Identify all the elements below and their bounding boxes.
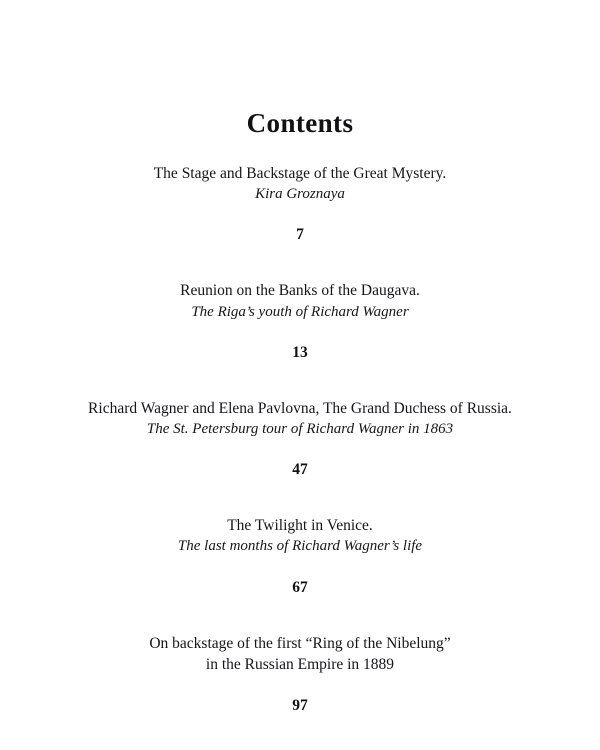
table-of-contents	[60, 163, 540, 715]
entry-page-number: 47	[292, 461, 308, 479]
list-item[interactable]	[60, 280, 540, 361]
entry-page-number: 13	[292, 343, 308, 361]
list-item[interactable]	[60, 515, 540, 596]
page-title: Contents	[246, 108, 354, 138]
list-item[interactable]	[60, 163, 540, 244]
list-item[interactable]	[60, 633, 540, 715]
list-item[interactable]	[60, 398, 540, 479]
entry-subtitle: in the Russian Empire in 1889	[205, 655, 395, 673]
entry-page-number: 97	[292, 697, 308, 715]
entry-title: Richard Wagner and Elena Pavlovna, The Grand Duchess of Russia.	[88, 399, 512, 417]
entry-subtitle: Kira Groznaya	[255, 186, 345, 203]
entry-subtitle: The last months of Richard Wagner’s life	[177, 538, 423, 555]
entry-title: The Stage and Backstage of the Great Mystery.	[153, 165, 447, 182]
entry-subtitle: The St. Petersburg tour of Richard Wagner in 1863	[146, 421, 454, 438]
entry-title: The Twilight in Venice.	[227, 517, 373, 535]
entry-subtitle: The Riga’s youth of Richard Wagner	[191, 303, 409, 320]
entry-title: On backstage of the first “Ring of the Nibelung”	[149, 634, 451, 652]
entry-page-number: 7	[296, 226, 304, 244]
entry-title: Reunion on the Banks of the Daugava.	[180, 282, 420, 300]
entry-page-number: 67	[292, 578, 308, 596]
